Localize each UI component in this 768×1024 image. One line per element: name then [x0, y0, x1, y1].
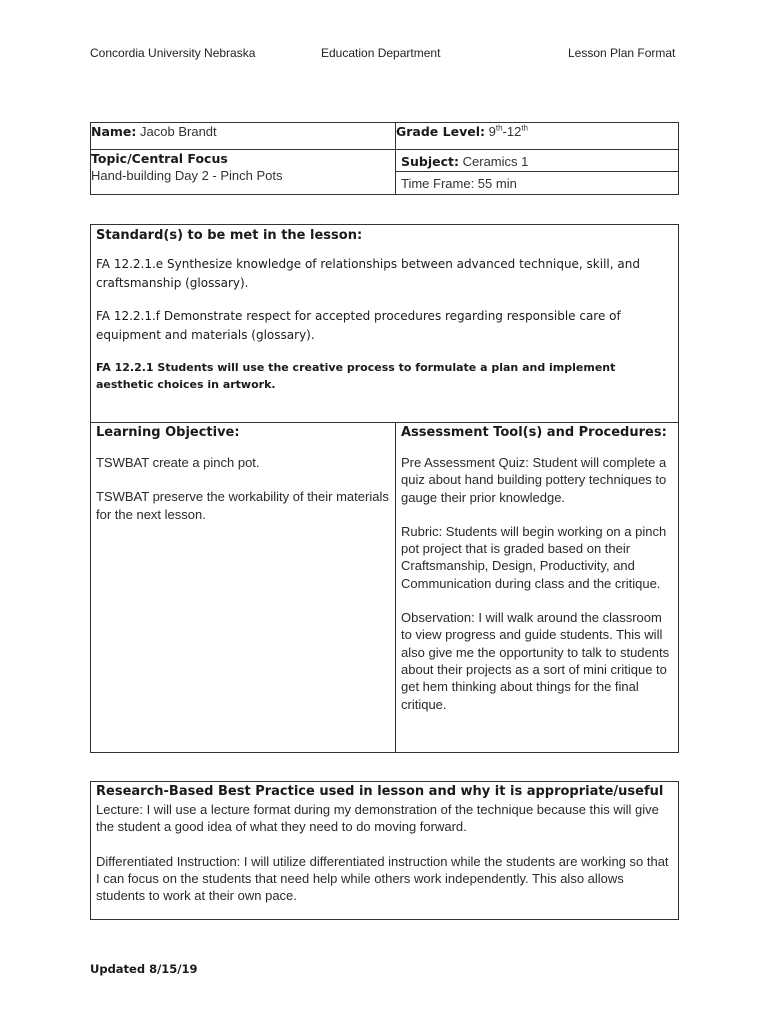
standard-item: FA 12.2.1 Students will use the creative process to formulate a plan and implement aesthetic choices in artwork. [96, 361, 616, 391]
objective-item: TSWBAT create a pinch pot. [96, 455, 260, 470]
research-item: Lecture: I will use a lecture format during my demonstration of the technique because this will give the student a good idea of what they need to do moving forward. [96, 802, 659, 835]
research-cell [91, 782, 679, 920]
standards-heading: Standard(s) to be met in the lesson: [96, 228, 363, 243]
research-item: Differentiated Instruction: I will utilize differentiated instruction while the students are working so that I can focus on the students that need help while others work independently. This also allows students to work at their own pace. [96, 853, 669, 904]
header-department: Education Department [321, 46, 441, 60]
assessment-heading: Assessment Tool(s) and Procedures: [401, 425, 667, 440]
research-heading: Research-Based Best Practice used in lesson and why it is appropriate/useful [96, 784, 664, 799]
subject-time-cell [396, 150, 679, 195]
grade-start: 9 [488, 124, 496, 139]
updated-date: Updated 8/15/19 [90, 962, 198, 976]
subject-value: Ceramics 1 [462, 154, 529, 169]
header-university: Concordia University Nebraska [90, 46, 256, 60]
name-label: Name: [91, 124, 137, 139]
grade-value [489, 124, 528, 139]
assessment-cell [396, 423, 679, 753]
grade-start-sup: th [495, 123, 503, 133]
time-frame-row [396, 172, 678, 194]
assessment-item: Rubric: Students will begin working on a pinch pot project that is graded based on their Craftsmanship, Design, Productivity, and Communication during class and the critique. [401, 523, 667, 591]
grade-cell [396, 123, 679, 150]
info-table [90, 122, 679, 195]
header-format: Lesson Plan Format [568, 46, 676, 60]
topic-value: Hand-building Day 2 - Pinch Pots [91, 168, 283, 183]
assessment-item: Observation: I will walk around the classroom to view progress and guide students. This will also give me the opportunity to talk to students about their projects as a sort of mini critique to get hem thinking about things for the final critique. [401, 610, 670, 712]
subject-row [396, 150, 678, 172]
grade-dash: -12 [502, 124, 522, 139]
objective-cell [91, 423, 396, 753]
standard-item: FA 12.2.1.e Synthesize knowledge of relationships between advanced technique, skill, and craftsmanship (glossary). [96, 257, 640, 290]
standards-cell [91, 225, 679, 423]
objective-item: TSWBAT preserve the workability of their materials for the next lesson. [96, 489, 389, 522]
name-value: Jacob Brandt [140, 124, 217, 139]
research-table [90, 781, 679, 920]
standard-item: FA 12.2.1.f Demonstrate respect for accepted procedures regarding responsible care of equipment and materials (glossary). [96, 309, 621, 342]
assessment-item: Pre Assessment Quiz: Student will complete a quiz about hand building pottery techniques to gauge their prior knowledge. [401, 455, 667, 505]
subject-label: Subject: [401, 154, 459, 169]
grade-end-sup: th [521, 123, 528, 133]
grade-label: Grade Level: [396, 124, 485, 139]
time-frame: Time Frame: 55 min [401, 176, 517, 191]
topic-cell [91, 150, 396, 195]
name-cell [91, 123, 396, 150]
standards-table [90, 224, 679, 753]
objective-heading: Learning Objective: [96, 425, 240, 440]
topic-label: Topic/Central Focus [91, 151, 228, 166]
